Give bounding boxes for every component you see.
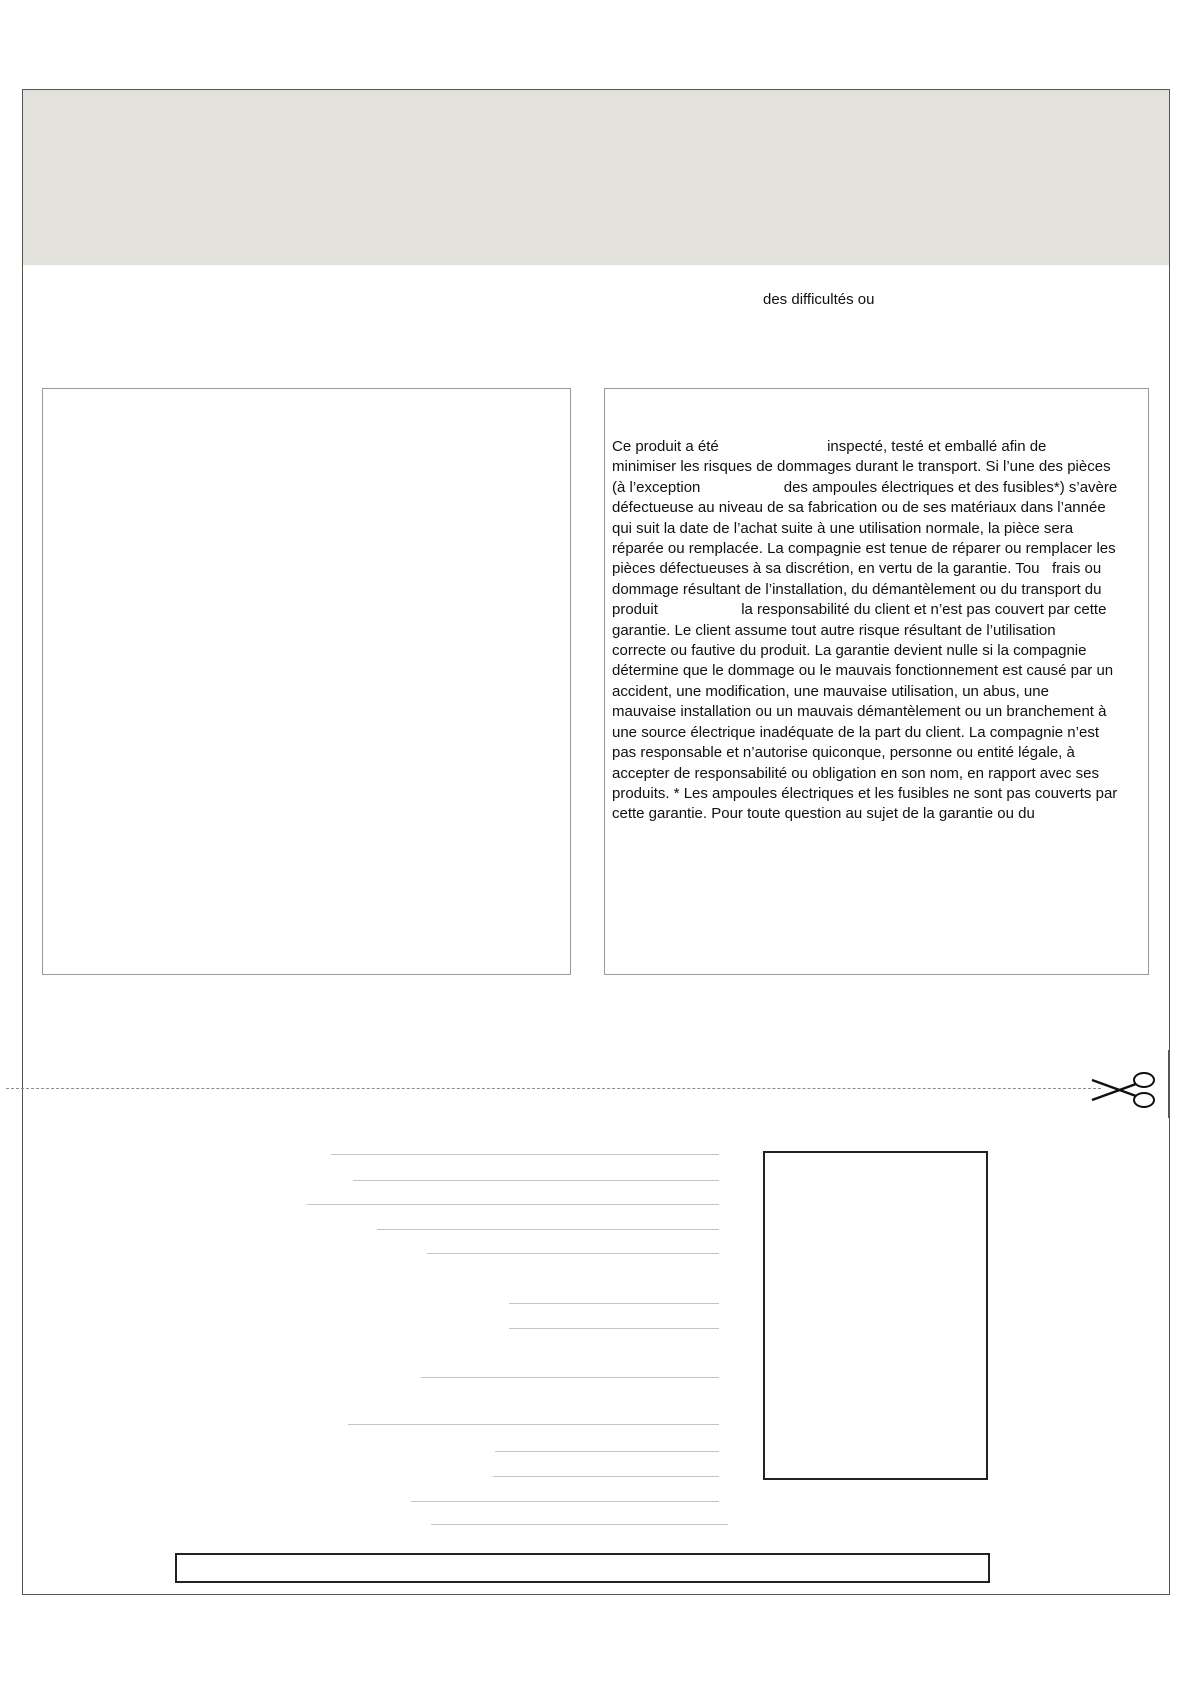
- warranty-line: réparée ou remplacée. La compagnie est tenue de réparer ou remplacer les: [612, 540, 1116, 558]
- form-field-line: [331, 1154, 719, 1155]
- warranty-line: pièces défectueuses à sa discrétion, en vertu de la garantie. Tou frais ou: [612, 560, 1102, 578]
- left-panel: [42, 388, 571, 975]
- intro-text: des difficultés ou: [763, 291, 875, 308]
- form-field-line: [509, 1328, 719, 1329]
- warranty-line: Ce produit a été inspecté, testé et emballé afin de: [612, 438, 1047, 455]
- form-field-line: [377, 1229, 719, 1230]
- warranty-line: détermine que le dommage ou le mauvais fonctionnement est causé par un: [612, 662, 1114, 680]
- form-field-line: [495, 1451, 719, 1452]
- warranty-line: produit la responsabilité du client et n’est pas couvert par cette: [612, 601, 1107, 619]
- form-field-line: [353, 1180, 719, 1181]
- warranty-line: produits. * Les ampoules électriques et les fusibles ne sont pas couverts par: [612, 784, 1118, 802]
- warranty-line: correcte ou fautive du produit. La garantie devient nulle si la compagnie: [612, 642, 1087, 660]
- form-field-line: [348, 1424, 719, 1425]
- form-field-line: [307, 1204, 719, 1205]
- header-band: [23, 90, 1169, 265]
- cut-line: [6, 1088, 1101, 1089]
- warranty-line: qui suit la date de l’achat suite à une utilisation normale, la pièce sera: [612, 519, 1074, 537]
- form-field-line: [427, 1253, 719, 1254]
- warranty-line: accepter de responsabilité ou obligation en son nom, en rapport avec ses: [612, 764, 1099, 782]
- cut-edge-mark: [1168, 1050, 1170, 1118]
- scissors-icon: [1090, 1070, 1158, 1110]
- warranty-line: mauvaise installation ou un mauvais démantèlement ou un branchement à: [612, 703, 1107, 721]
- warranty-line: cette garantie. Pour toute question au sujet de la garantie ou du: [612, 805, 1035, 823]
- warranty-line: défectueuse au niveau de sa fabrication ou de ses matériaux dans l’année: [612, 499, 1106, 517]
- bottom-field-box: [175, 1553, 990, 1583]
- warranty-line: garantie. Le client assume tout autre risque résultant de l’utilisation: [612, 621, 1056, 639]
- warranty-line: une source électrique inadéquate de la part du client. La compagnie n’est: [612, 723, 1099, 741]
- form-field-line: [411, 1501, 719, 1502]
- warranty-text: [612, 437, 1157, 825]
- warranty-line: accident, une modification, une mauvaise utilisation, un abus, une: [612, 682, 1049, 700]
- warranty-line: minimiser les risques de dommages durant le transport. Si l’une des pièces: [612, 458, 1111, 476]
- warranty-line: dommage résultant de l’installation, du démantèlement ou du transport du: [612, 580, 1102, 598]
- form-field-line: [431, 1524, 728, 1525]
- warranty-line: (à l’exception des ampoules électriques et des fusibles*) s’avère: [612, 478, 1118, 496]
- attachment-box: [763, 1151, 988, 1480]
- warranty-line: pas responsable et n’autorise quiconque, personne ou entité légale, à: [612, 744, 1075, 762]
- form-field-line: [493, 1476, 719, 1477]
- form-field-line: [421, 1377, 719, 1378]
- form-field-line: [509, 1303, 719, 1304]
